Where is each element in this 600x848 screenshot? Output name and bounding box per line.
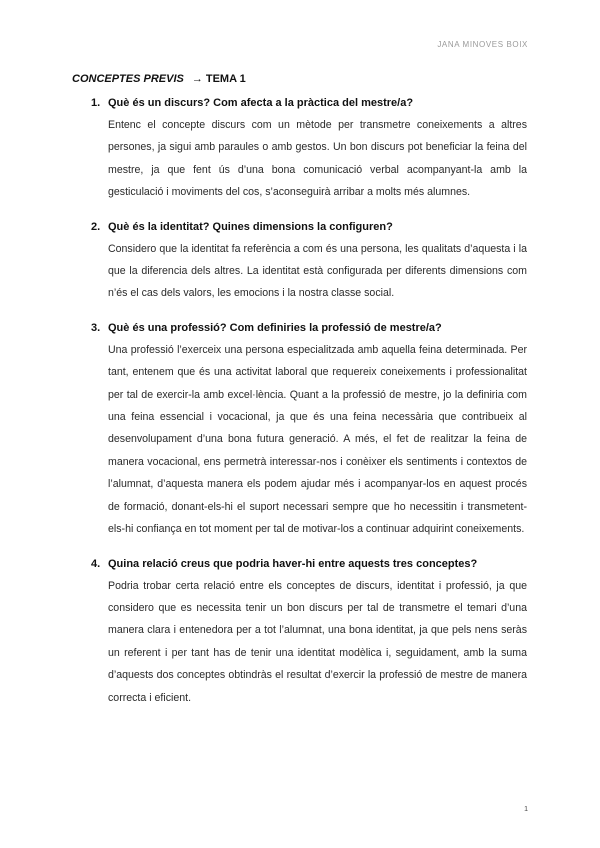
page-number: 1 [524,806,528,813]
right-arrow-icon: → [191,73,203,85]
question-title [91,94,527,112]
answer-paragraph: Considero que la identitat fa referència a com és una persona, les qualitats d’aquesta i la que la diferencia dels altres. La identitat està configurada per diferents dimensions com n’és el cas dels valors, les emocions i la nostra classe social. [108,242,527,300]
section-title-prefix: CONCEPTES PREVIS [72,73,184,85]
question-number: 2. [91,220,101,233]
question-item [91,94,527,204]
question-title-text: Quina relació creus que podria haver-hi entre aquests tres conceptes? [108,557,478,570]
question-number: 3. [91,321,101,334]
question-number: 1. [91,97,101,109]
section-title [72,73,246,85]
answer-paragraph: Una professió l’exerceix una persona especialitzada amb aquella feina determinada. Per tant, entenem que és una activitat laboral que requereix coneixements i professionalitat per tal de exercir-la amb excel·lència. Quant a la professió de mestre, jo la definiria com una feina essencial i vocacional, ja que és una feina necessària que contribueix al desenvolupament d’una bona futura generació. A més, el fet de realitzar la feina de manera vocacional, ens permetrà interessar-nos i conèixer els sentiments i contextos de l’alumnat, d’aquesta manera els podem ajudar més i acompanyar-los en aquest procés de formació, donant-els-hi el suport necessari sempre que ho necessitin i transmetent-els-hi confiança en tot moment per tal de motivar-los a continuar adquirint coneixements. [108,343,527,536]
question-title [91,555,527,573]
answer-paragraph: Entenc el concepte discurs com un mètode per transmetre coneixements a altres persones, ja sigui amb paraules o amb gestos. Un bon discurs pot beneficiar la feina del mestre, ja que fent ús d’una bona comunicació verbal acompanyant-la amb la gesticulació i moviments del cos, s’aconseguirà arribar a molts més alumnes. [108,119,527,199]
question-title-text: Què és una professió? Com definiries la professió de mestre/a? [108,321,442,334]
question-title [91,319,527,337]
section-title-topic: TEMA 1 [205,73,246,85]
questions-list [91,94,527,723]
question-item [91,555,527,709]
question-item [91,319,527,541]
question-title-text: Què és la identitat? Quines dimensions la configuren? [108,220,393,233]
question-item [91,218,527,305]
question-title [91,218,527,236]
document-header-author: JANA MINOVES BOIX [437,40,528,49]
answer-paragraph: Podria trobar certa relació entre els conceptes de discurs, identitat i professió, ja que considero que es necessita tenir un bon discurs per tal de transmetre el temari d’una manera clara i entenedora per a tot l’alumnat, una bona identitat, ja que pels nens seràs un referent i per tant has de tenir una identitat modèlica i, seguidament, amb la suma d’aquests dos conceptes obtindràs el resultat d’exercir la professió de mestre de manera correcta i eficient. [108,579,527,704]
question-title-text: Què és un discurs? Com afecta a la pràctica del mestre/a? [108,97,414,109]
question-number: 4. [91,557,101,570]
